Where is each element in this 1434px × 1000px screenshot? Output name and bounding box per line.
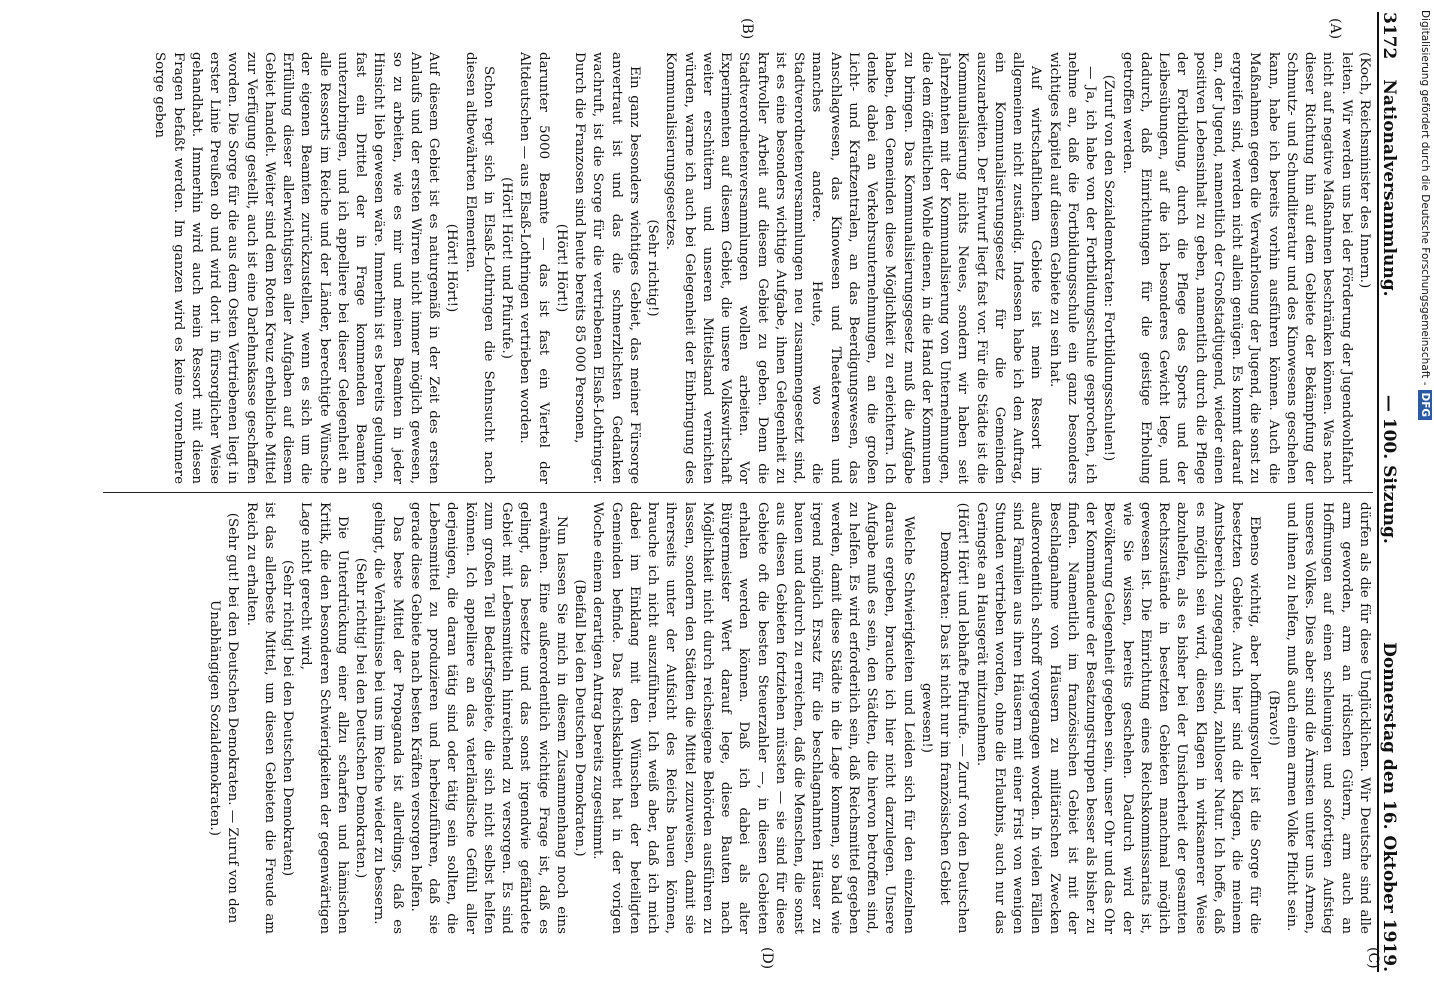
page-number: 3172	[1379, 12, 1399, 60]
left-title: Nationalversammlung.	[1379, 79, 1399, 297]
interjection: (Hört! Hört!)	[444, 223, 460, 313]
paragraph: Ebenso wichtig, aber hoffnungsvoller ist die Sorge für die besetzten Gebiete. Auch hier sind die Klagen, die meinem Amtsbereich zugegangen sind, zahlloser Natur. Ich hoffe, daß es möglich sein wird, diesen Klagen in wirksamerer Weise abzuhelfen, als es bisher bei der Unsicherheit der gesamten Rechtszustände in besetzten Gebieten manchmal möglich gewesen ist. Die Einrichtung eines Reichskommissariats ist, wie Sie wissen, bereits geschehen. Dadurch wird der Bevölkerung Gelegenheit gegeben sein, unser Ohr und das Ohr der Kommandeure der Besatzungstruppen besser als bisher zu finden. Namentlich im französischen Gebiet ist mit der Beschlagnahme von Häusern zu militärischen Zwecken außerordentlich schroff vorgegangen worden. In vielen Fällen sind Familien aus ihren Häusern mit einer Frist von wenigen Stunden vertrieben worden, ohne die Erlaubnis, auch nur das Geringste an Hausgerät mitzunehmen.	[973, 502, 1263, 934]
session-title: — 100. Sitzung.	[1379, 394, 1399, 544]
paragraph: — Ja, ich habe von der Fortbildungsschule gesprochen, ich nehme an, daß die Fortbildungsschule ein ganz besonders wichtiges Kapitel auf diesem Gebiete zu sein hat.	[1046, 52, 1099, 484]
paragraph: leiten. Wir werden uns bei der Förderung der Jugendwohlfahrt nicht auf negative Maßnahmen beschränken können. Was nach dieser Richtung hin auf dem Gebiete der Bekämpfung der Schmutz- und Schundliteratur und des Kinowesens geschehen kann, habe ich bereits vorhin ausführen können. Auch die Maßnahmen gegen die Verwahrlosung der Jugend, die sonst zu ergreifen sind, werden nicht allein genügen. Es kommt darauf an, der Jugend, namentlich der Großstadtjugend, wieder einen positiven Lebensinhalt zu geben, namentlich durch die Pflege der Fortbildung, durch die Pflege des Sports und der Leibesübungen, auf die ich besonderes Gewicht lege, und dadurch, daß Einrichtungen für die geistige Erholung getroffen werden.	[1119, 52, 1354, 484]
right-column	[103, 502, 1373, 934]
margin-letter-a: (A)	[1327, 18, 1343, 40]
paragraph: Ein ganz besonders wichtiges Gebiet, das meiner Fürsorge anvertraut ist und das die schmerzlichsten Gedanken wachruft, ist die Sorge für die vertriebenen Elsaß-Lothringer. Durch die Franzosen sind heute bereits 85 000 Personen,	[572, 52, 642, 484]
left-column	[103, 52, 1373, 484]
margin-letter-d: (D)	[759, 947, 775, 970]
paragraph: Das beste Mittel der Propaganda ist allerdings, daß es gelingt, die Verhältnisse bei uns im Reiche wieder zu bessern.	[371, 502, 405, 934]
digitization-text: Digitalisierung gefördert durch die Deutsche Forschungsgemeinschaft -	[1419, 10, 1431, 386]
interjection: (Zuruf von den Sozialdemokraten: Fortbildungsschulen!)	[1101, 74, 1117, 462]
interjection: (Beifall bei den Deutschen Demokraten.)	[572, 579, 588, 857]
interjection: (Sehr richtig! bei den Deutschen Demokraten)	[280, 559, 296, 877]
interjection: (Sehr gut! bei den Deutschen Demokraten. — Zuruf von den Unabhängigen Sozialdemokraten.)	[207, 512, 241, 924]
paragraph: Welche Schwierigkeiten und Leiden sich für den einzelnen daraus ergeben, brauche ich hier nicht darzulegen. Unsere Aufgabe muß es sein, den Städten, die hiervon betroffen sind, zu helfen. Es wird erforderlich sein, daß Reichsmittel gegeben werden, damit diese Städte in die Lage kommen, so bald wie irgend möglich Ersatz für die beschlagnahmten Häuser zu bauen und dadurch zu erreichen, daß die Menschen, die sonst aus diesen Gebieten fortziehen müssten — sie sind für diese Gebiete oft die besten Steuerzahler —, in diesen Gebieten erhalten werden können. Daß ich dabei als alter Bürgermeister Wert darauf lege, diese Bauten nach Möglichkeit nicht durch reichseigene Behörden ausführen zu lassen, sondern den Städten die Mittel zuzuweisen, damit sie ihrerseits unter der Aufsicht des Reichs bauen können, brauche ich nicht auszuführen. Ich weiß aber, daß ich mich dabei im Einklang mit den Wünschen der beteiligten Gemeinden befinde. Das Reichskabinett hat in der vorigen Woche einem derartigen Antrag bereits zugestimmt.	[590, 502, 916, 934]
paragraph: Nun lassen Sie mich in diesem Zusammenhang noch eins erwähnen. Eine außerordentlich wichtige Frage ist, daß es gelingt, das besetzte und das sonst irgendwie gefährdete Gebiet mit Lebensmitteln hinreichend zu versorgen. Es sind zum großen Teil Bedarfsgebiete, die sich nicht selbst helfen können. Ich appelliere an das vaterländische Gefühl aller derjenigen, die daran tätig sind oder tätig sein sollten, die Lebensmittel zu produzieren und herbeizuführen, daß sie gerade diese Gebiete nach besten Kräften versorgen helfen.	[408, 502, 569, 934]
interjection: (Sehr richtig! bei den Deutschen Demokraten.)	[353, 557, 369, 879]
margin-letter-b: (B)	[739, 18, 755, 40]
column-divider	[103, 492, 1373, 493]
paragraph: Die Unterdrückung einer allzu scharfen und hämischen Kritik, die den besonderen Schwierigkeiten der gegenwärtigen Lage nicht gerecht wird,	[298, 502, 350, 934]
margin-letter-c: (C)	[1365, 947, 1381, 969]
paragraph: dürfen als die für diese Unglücklichen. Wir Deutsche sind alle arm geworden, arm an irdischen Gütern, arm auch an Hoffnungen auf einen schleunigen und sofortigen Aufstieg unseres Volkes. Dies aber sind die Ärmsten unter uns Armen, und ihnen zu helfen, muß auch einem armen Volke Pflicht sein.	[1284, 502, 1372, 934]
interjection: (Sehr richtig!)	[645, 219, 661, 317]
paragraph: darunter 5000 Beamte — das ist fast ein Viertel der Altdeutschen — aus Elsaß-Lothringen vertrieben worden.	[517, 52, 551, 484]
interjection: (Hört! Hört! und Pfuirufe.)	[499, 177, 515, 359]
interjection: (Hört! Hört! und lebhafte Pfuirufe. — Zuruf von den Deutschen Demokraten: Das ist nicht nur im französischen Gebiet gewesen!)	[919, 502, 971, 934]
digitization-note	[1418, 10, 1432, 990]
interjection: (Hört! Hört!)	[554, 223, 569, 313]
dfg-logo: DFG	[1418, 390, 1432, 421]
document-page	[75, 12, 1405, 972]
paragraph: ist das allerbeste Mittel, um diesen Gebieten die Freude am Reich zu erhalten.	[243, 502, 277, 934]
paragraph: Auf diesem Gebiet ist es naturgemäß in der Zeit des ersten Anlaufs und der ersten Wirren nicht immer möglich gewesen, so zu arbeiten, wie es mir und meinen Beamten in jeder Hinsicht lieb gewesen wäre. Immerhin ist es bereits gelungen, fast ein Drittel der in Frage kommenden Beamten unterzubringen, und ich appelliere bei dieser Gelegenheit an alle Ressorts im Reiche und der Länder, berechtigte Wünsche der eigenen Beamten zurückzustellen, wenn es sich um die Erfüllung dieser allerwichtigsten aller Aufgaben auf diesem Gebiet handelt. Weiter sind dem Roten Kreuz erhebliche Mittel zur Verfügung gestellt, auch ist eine Darlehnskasse geschaffen worden. Die Sorge für die aus dem Osten Vertriebenen liegt in erster Linie Preußen ob und wird dort in fürsorglicher Weise gehandhabt. Immerhin wird auch mein Ressort mit diesen Fragen befaßt werden. Im ganzen wird es keine vornehmere Sorge geben	[152, 52, 442, 484]
paragraph: Auf wirtschaftlichem Gebiete ist mein Ressort im allgemeinen nicht zuständig. Indessen habe ich den Auftrag, ein Kommunalisierungsgesetz für die Gemeinden auszuarbeiten. Der Entwurf liegt fast vor. Für die Städte ist die Kommunalisierung nichts Neues, sondern wir haben seit Jahrzehnten mit der Kommunalisierung von Unternehmungen, die dem öffentlichen Wohle dienen, in die Hand der Kommunen zu bringen. Das Kommunalisierungsgesetz muß die Aufgabe haben, den Gemeinden diese Möglichkeit zu erleichtern. Ich denke dabei an Verkehrsunternehmungen, an die großen Licht- und Kraftzentralen, an das Beerdigungswesen, das Anschlagwesen, das Kinowesen und Theaterwesen und manches andere. Heute, wo die Stadtverordnetenversammlungen neu zusammengesetzt sind, ist es eine besonders wichtige Aufgabe, ihnen Gelegenheit zu kraftvoller Arbeit auf diesem Gebiet zu geben. Denn die Stadtverordnetenversammlungen wollen arbeiten. Vor Experimenten auf diesem Gebiet, die unsere Volkswirtschaft weiter erschüttern und unseren Mittelstand vernichten würden, warne ich auch bei Gelegenheit der Einbringung des Kommunalisierungsgesetzes.	[663, 52, 1044, 484]
paragraph: Schon regt sich in Elsaß-Lothringen die Sehnsucht nach diesen altbewährten Elementen.	[462, 52, 496, 484]
session-date: Donnerstag den 16. Oktober 1919.	[1379, 642, 1399, 972]
interjection: (Bravo!)	[1265, 690, 1281, 746]
page-header	[1377, 12, 1405, 972]
speaker-note: (Koch, Reichsminister des Innern.)	[1357, 52, 1372, 289]
